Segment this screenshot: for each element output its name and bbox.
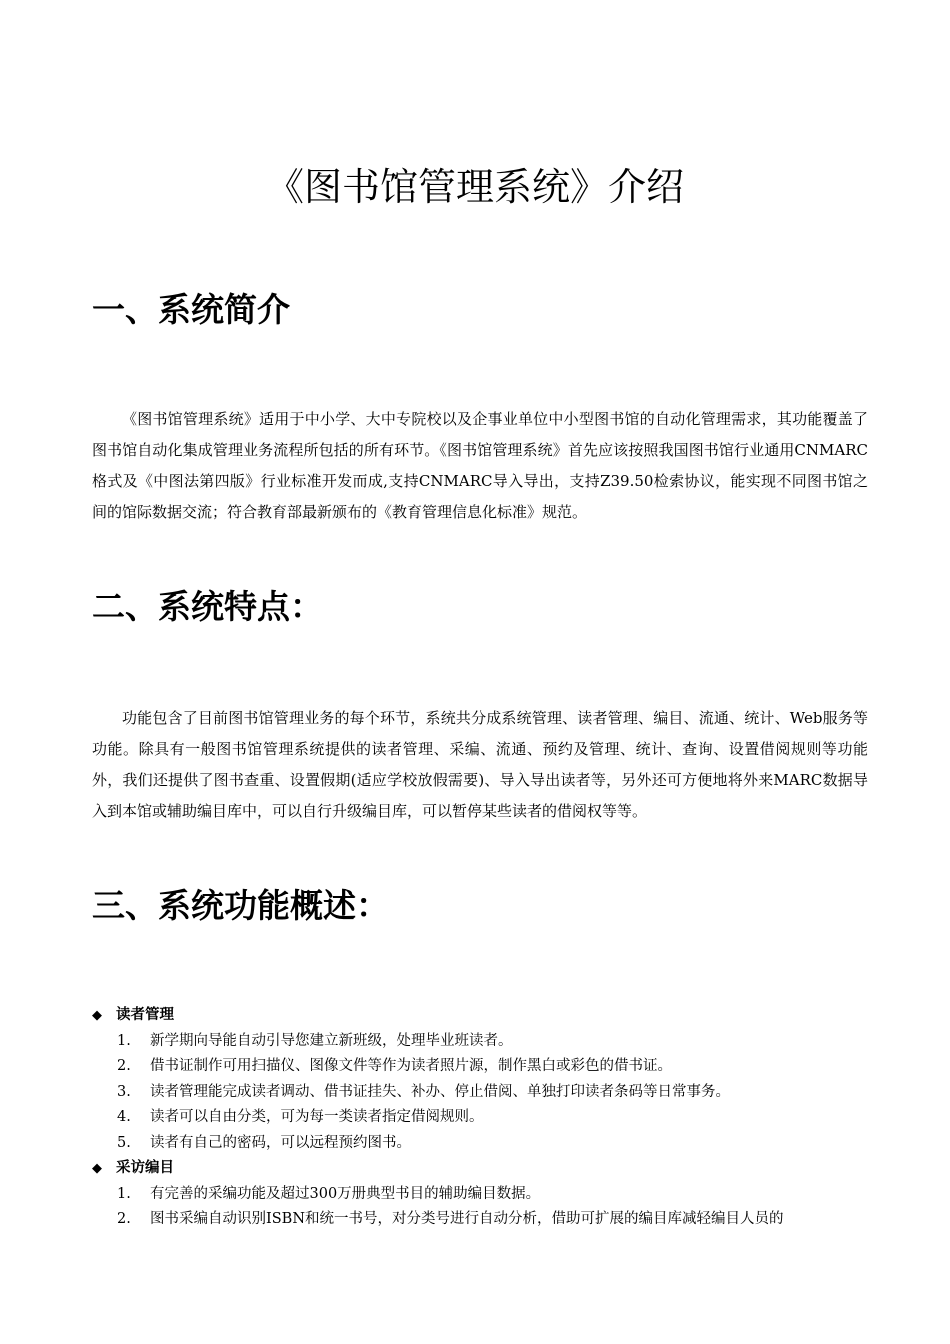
list-item xyxy=(92,1080,868,1106)
list-item-text: 新学期向导能自动引导您建立新班级，处理毕业班读者。 xyxy=(150,1032,513,1049)
list-item-number: 2. xyxy=(117,1211,131,1227)
list-item-text: 有完善的采编功能及超过300万册典型书目的辅助编目数据。 xyxy=(150,1185,541,1202)
diamond-bullet-icon: ◆ xyxy=(92,1161,102,1176)
section-heading-features: 二、系统特点： xyxy=(92,587,323,626)
list-item-number: 1. xyxy=(117,1185,131,1202)
list-item-number: 5. xyxy=(117,1134,131,1151)
section-paragraph-features: 功能包含了目前图书馆管理业务的每个环节，系统共分成系统管理、读者管理、编目、流通、统计、Web服务等功能。除具有一般图书馆管理系统提供的读者管理、采编、流通、预约及管理、统计、查询、设置借阅规则等功能外，我们还提供了图书查重、设置假期(适应学校放假需要)、导入导出读者等，另外还可方便地将外来MARC数据导入到本馆或辅助编目库中，可以自行升级编目库，可以暂停某些读者的借阅权等等。 xyxy=(92,709,868,820)
list-item xyxy=(92,1054,868,1080)
list-item-text: 读者管理能完成读者调动、借书证挂失、补办、停止借阅、单独打印读者条码等日常事务。 xyxy=(150,1083,730,1100)
feature-group-name: 读者管理 xyxy=(116,1007,174,1023)
feature-group-name: 采访编目 xyxy=(116,1160,174,1176)
feature-group-heading xyxy=(92,1003,868,1029)
list-item-text: 图书采编自动识别ISBN和统一书号，对分类号进行自动分析，借助可扩展的编目库减轻编目人员的 xyxy=(150,1211,784,1227)
list-item-number: 1. xyxy=(117,1032,131,1049)
list-item xyxy=(92,1207,868,1233)
section-heading-intro: 一、系统简介 xyxy=(92,290,290,329)
list-item xyxy=(92,1029,868,1055)
list-item xyxy=(92,1182,868,1208)
section-paragraph-intro: 《图书馆管理系统》适用于中小学、大中专院校以及企事业单位中小型图书馆的自动化管理需求，其功能覆盖了图书馆自动化集成管理业务流程所包括的所有环节。《图书馆管理系统》首先应该按照我国图书馆行业通用CNMARC格式及《中图法第四版》行业标准开发而成,支持CNMARC导入导出，支持Z39.50检索协议，能实现不同图书馆之间的馆际数据交流；符合教育部最新颁布的《教育管理信息化标准》规范。 xyxy=(92,410,868,521)
feature-group-heading xyxy=(92,1156,868,1182)
list-item xyxy=(92,1105,868,1131)
feature-list xyxy=(92,1003,868,1233)
diamond-bullet-icon: ◆ xyxy=(92,1008,102,1023)
section-heading-function-overview: 三、系统功能概述： xyxy=(92,886,389,925)
list-item-number: 4. xyxy=(117,1109,131,1125)
document-title: 《图书馆管理系统》介绍 xyxy=(265,165,684,209)
list-item-text: 借书证制作可用扫描仪、图像文件等作为读者照片源，制作黑白或彩色的借书证。 xyxy=(150,1058,672,1074)
list-item xyxy=(92,1131,868,1157)
list-item-text: 读者可以自由分类，可为每一类读者指定借阅规则。 xyxy=(150,1109,484,1125)
list-item-text: 读者有自己的密码，可以远程预约图书。 xyxy=(150,1134,411,1151)
list-item-number: 2. xyxy=(117,1058,131,1074)
list-item-number: 3. xyxy=(117,1083,131,1100)
